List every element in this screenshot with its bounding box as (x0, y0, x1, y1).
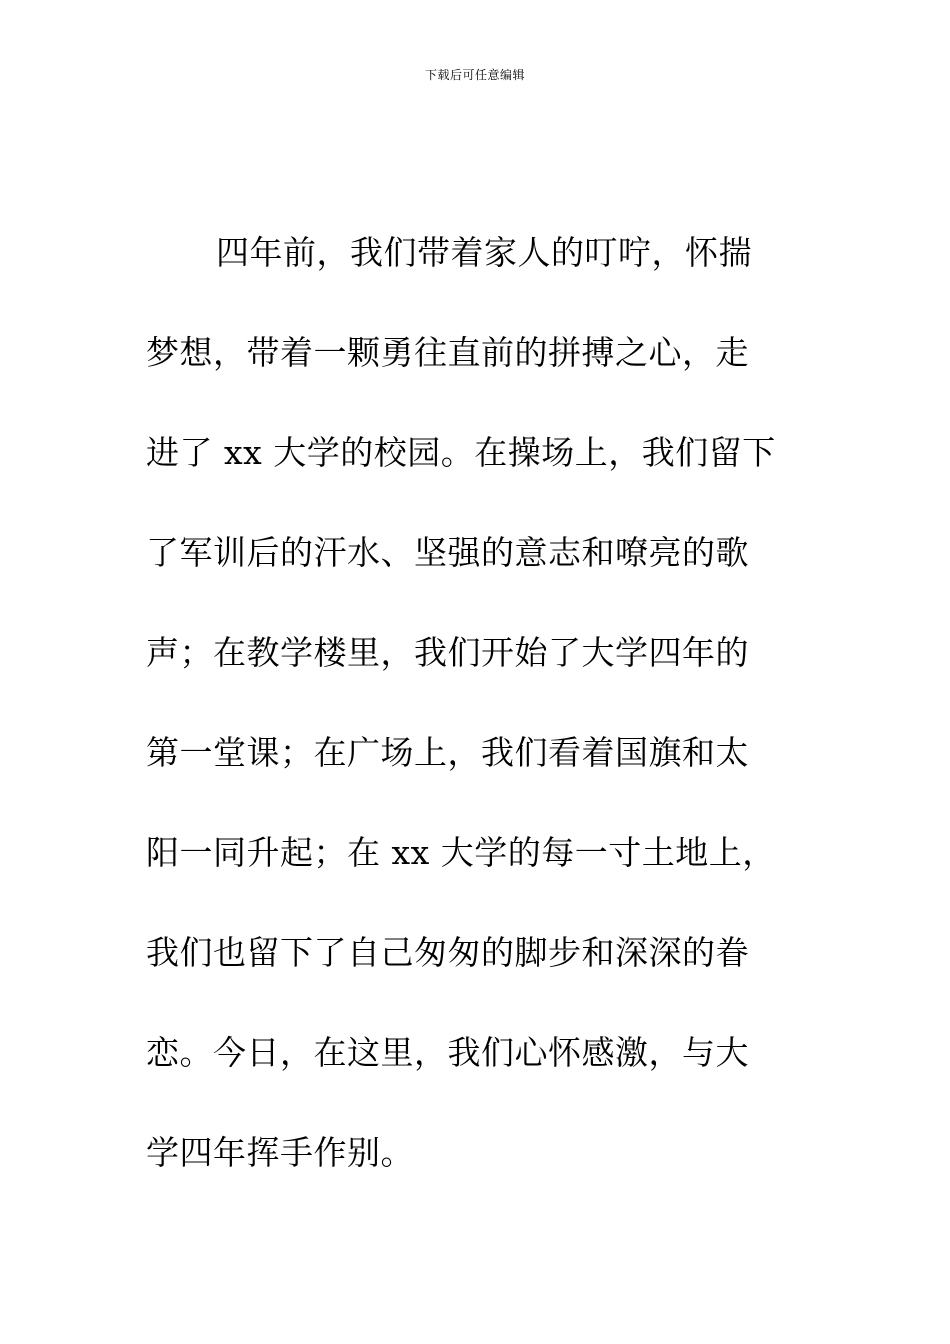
paragraph-line: 学四年挥手作别。 (146, 1133, 414, 1172)
paragraph-line: 阳一同升起；在 xx 大学的每一寸土地上， (146, 833, 776, 872)
paragraph-line: 四年前，我们带着家人的叮咛，怀揣 (216, 233, 752, 272)
paragraph-line: 进了 xx 大学的校园。在操场上，我们留下 (146, 433, 776, 472)
paragraph-line: 第一堂课；在广场上，我们看着国旗和太 (146, 733, 749, 772)
paragraph-line: 了军训后的汗水、坚强的意志和嘹亮的歌 (146, 533, 749, 572)
paragraph-line: 梦想，带着一颗勇往直前的拼搏之心，走 (146, 333, 749, 372)
body-paragraph (146, 223, 806, 1223)
page-header: 下载后可任意编辑 (424, 68, 525, 82)
paragraph-line: 恋。今日，在这里，我们心怀感激，与大 (146, 1033, 749, 1072)
paragraph-line: 声；在教学楼里，我们开始了大学四年的 (146, 633, 749, 672)
paragraph-line: 我们也留下了自己匆匆的脚步和深深的眷 (146, 933, 749, 972)
